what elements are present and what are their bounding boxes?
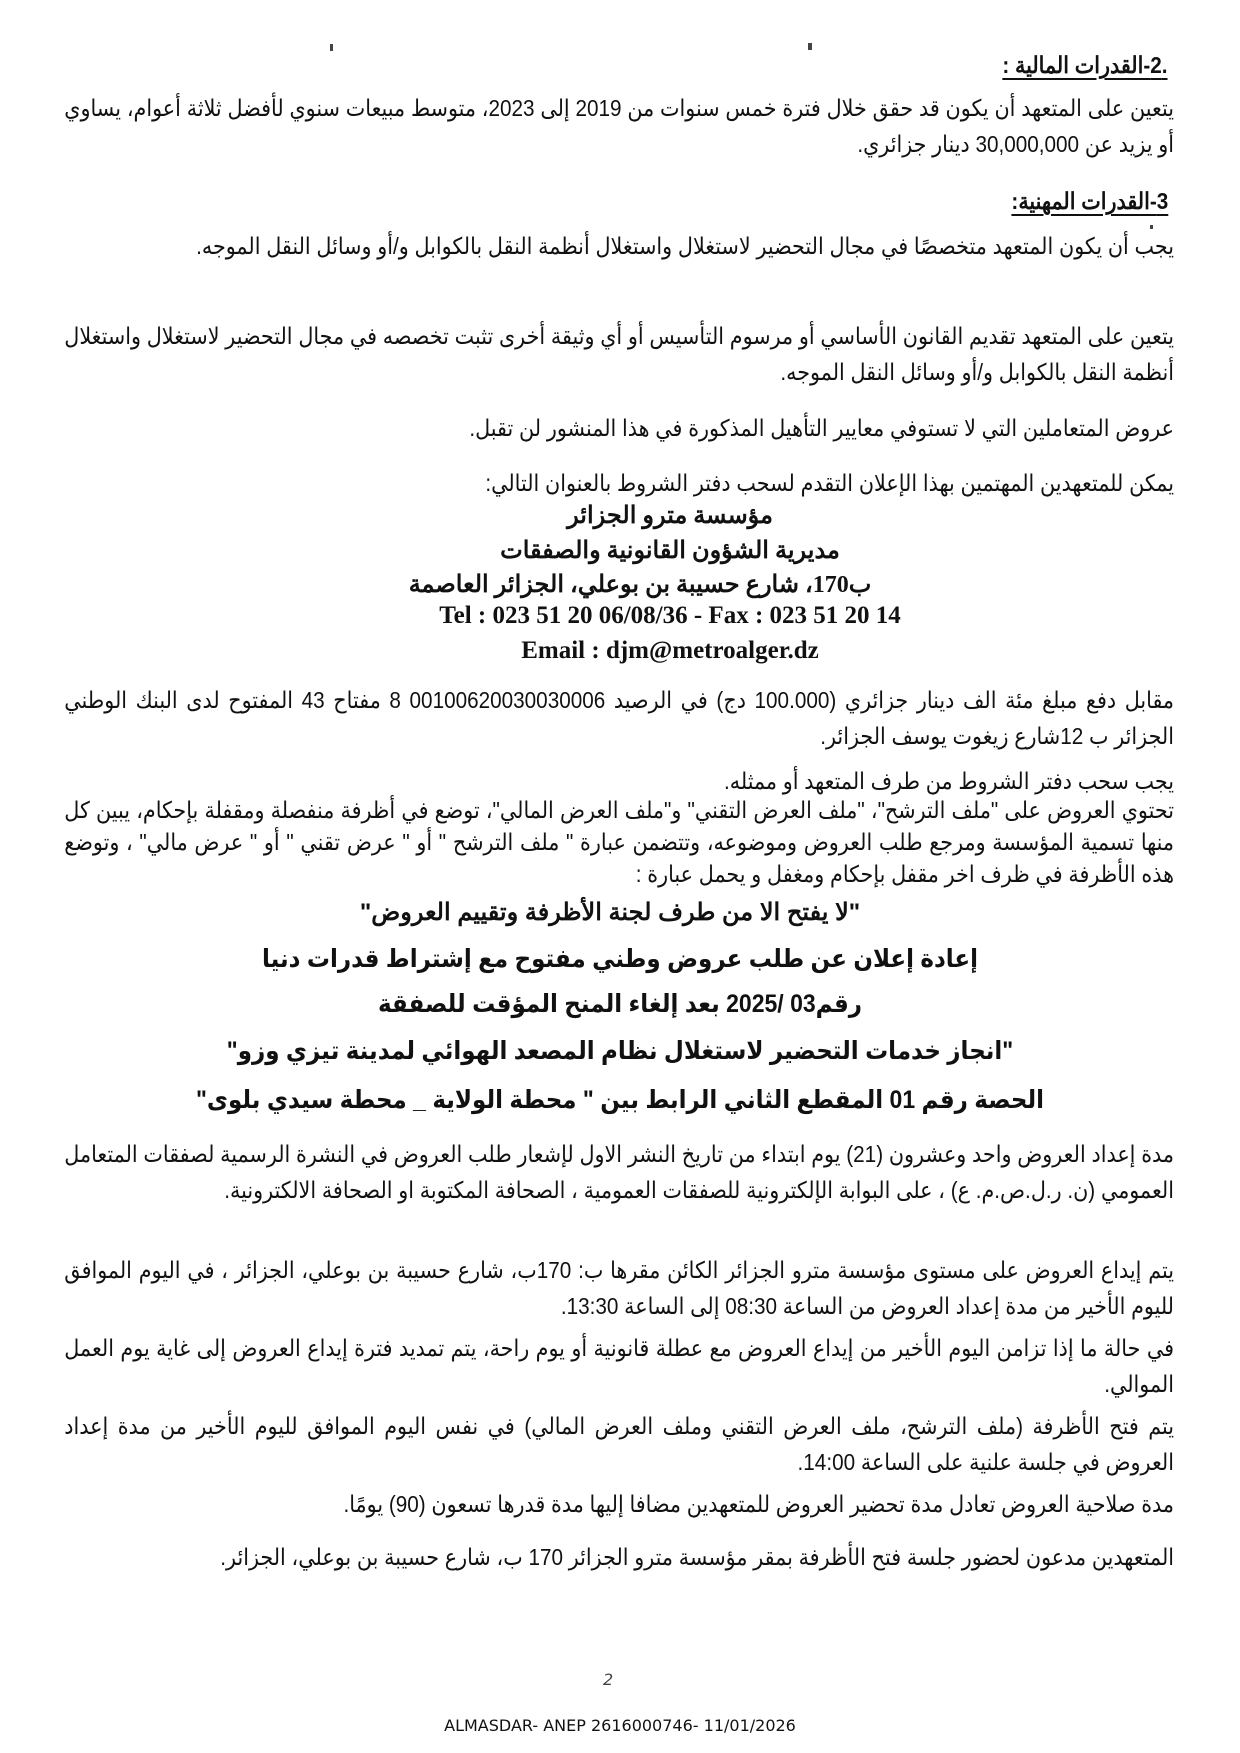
scan-speck — [330, 44, 333, 51]
address-phone-fax: Tel : 023 51 20 06/08/36 - Fax : 023 51 20 14 — [439, 602, 901, 629]
term-validity: مدة صلاحية العروض تعادل مدة تحضير العروض للمتعهدين مضافا إليها مدة قدرها تسعون (90) يومًا. — [343, 1491, 1175, 1517]
ineligible-offers-note: عروض المتعاملين التي لا تستوفي معايير التأهيل المذكورة في هذا المنشور لن تقبل. — [469, 415, 1174, 441]
envelopes-paragraph: تحتوي العروض على "ملف الترشح"، "ملف العرض التقني" و"ملف العرض المالي"، توضع في أظرفة منفصلة ومقفلة بإحكام، يبين كل منها تسمية المؤسسة ومرجع طلب العروض وموضوعه، وتتضمن عبارة " ملف الترشح " أو " عرض تقني " أو " عرض مالي" ، وتوضع هذه الأظرفة في ظرف اخر مقفل بإحكام ومغفل و يحمل عبارة : — [64, 797, 1174, 887]
professional-capacity-heading: 3-القدرات المهنية: — [1011, 188, 1168, 214]
announcement-line-4: الحصة رقم 01 المقطع الثاني الرابط بين " محطة الولاية _ محطة سيدي بلوى" — [196, 1086, 1044, 1114]
announcement-line-3: "انجاز خدمات التحضير لاستغلال نظام المصعد الهوائي لمدينة تيزي وزو" — [226, 1037, 1014, 1065]
withdraw-specs-intro: يمكن للمتعهدين المهتمين بهذا الإعلان التقدم لسحب دفتر الشروط بالعنوان التالي: — [485, 470, 1174, 496]
payment-paragraph: مقابل دفع مبلغ مئة الف دينار جزائري (100.000 دج) في الرصيد 00100620030030006 8 مفتاح 43 المفتوح لدى البنك الوطني الجزائر ب 12شارع زيغوت يوسف الجزائر. — [64, 687, 1174, 749]
page-number: 2 — [603, 1670, 614, 1689]
scan-speck — [808, 43, 812, 50]
envelope-notice: "لا يفتح الا من طرف لجنة الأظرفة وتقييم العروض" — [359, 899, 861, 926]
address-org: مؤسسة مترو الجزائر — [567, 503, 773, 529]
announcement-line-1: إعادة إعلان عن طلب عروض وطني مفتوح مع إشتراط قدرات دنيا — [261, 945, 979, 973]
term-holiday-extension: في حالة ما إذا تزامن اليوم الأخير من إيداع العروض مع عطلة قانونية أو يوم راحة، يتم تمديد فترة إيداع العروض إلى غاية يوم العمل الموالي. — [64, 1335, 1174, 1397]
term-attendance: المتعهدين مدعون لحضور جلسة فتح الأظرفة بمقر مؤسسة مترو الجزائر 170 ب، شارع حسيبة بن بوعلي، الجزائر. — [220, 1544, 1174, 1570]
term-submission: يتم إيداع العروض على مستوى مؤسسة مترو الجزائر الكائن مقرها ب: 170ب، شارع حسيبة بن بوعلي، الجزائر ، في اليوم الموافق لليوم الأخير من مدة إعداد العروض من الساعة 08:30 إلى الساعة 13:30. — [64, 1257, 1174, 1319]
term-preparation-period: مدة إعداد العروض واحد وعشرون (21) يوم ابتداء من تاريخ النشر الاول لإشعار طلب العروض في النشرة الرسمية لصفقات المتعامل العمومي (ن. ر.ل.ص.م. ع) ، على البوابة الإلكترونية للصفقات العمومية ، الصحافة المكتوبة او الصحافة الالكترونية. — [64, 1141, 1174, 1203]
term-opening: يتم فتح الأظرفة (ملف الترشح، ملف العرض التقني وملف العرض المالي) في نفس اليوم الموافق لليوم الأخير من مدة إعداد العروض في جلسة علنية على الساعة 14:00. — [64, 1413, 1174, 1475]
withdrawal-note: يجب سحب دفتر الشروط من طرف المتعهد أو ممثله. — [724, 768, 1174, 794]
financial-capacity-heading: .2-القدرات المالية : — [1002, 52, 1168, 78]
professional-paragraph-2: يتعين على المتعهد تقديم القانون الأساسي أو مرسوم التأسيس أو أي وثيقة أخرى تثبت تخصصه في مجال التحضير لاستغلال واستغلال أنظمة النقل بالكوابل و/أو وسائل النقل الموجه. — [64, 323, 1174, 385]
address-department: مديرية الشؤون القانونية والصفقات — [500, 538, 840, 564]
announcement-line-2: رقم03 /2025 بعد إلغاء المنح المؤقت للصفقة — [377, 990, 863, 1018]
financial-capacity-text: يتعين على المتعهد أن يكون قد حقق خلال فترة خمس سنوات من 2019 إلى 2023، متوسط مبيعات سنوي لأفضل ثلاثة أعوام، يساوي أو يزيد عن 30,000,000 دينار جزائري. — [64, 95, 1174, 157]
footer-reference: ALMASDAR- ANEP 2616000746- 11/01/2026 — [444, 1716, 796, 1735]
professional-paragraph-1: يجب أن يكون المتعهد متخصصًا في مجال التحضير لاستغلال واستغلال أنظمة النقل بالكوابل و/أو وسائل النقل الموجه. — [196, 233, 1174, 259]
address-street: ب170، شارع حسيبة بن بوعلي، الجزائر العاصمة — [408, 572, 872, 598]
address-email: Email : djm@metroalger.dz — [521, 637, 819, 664]
